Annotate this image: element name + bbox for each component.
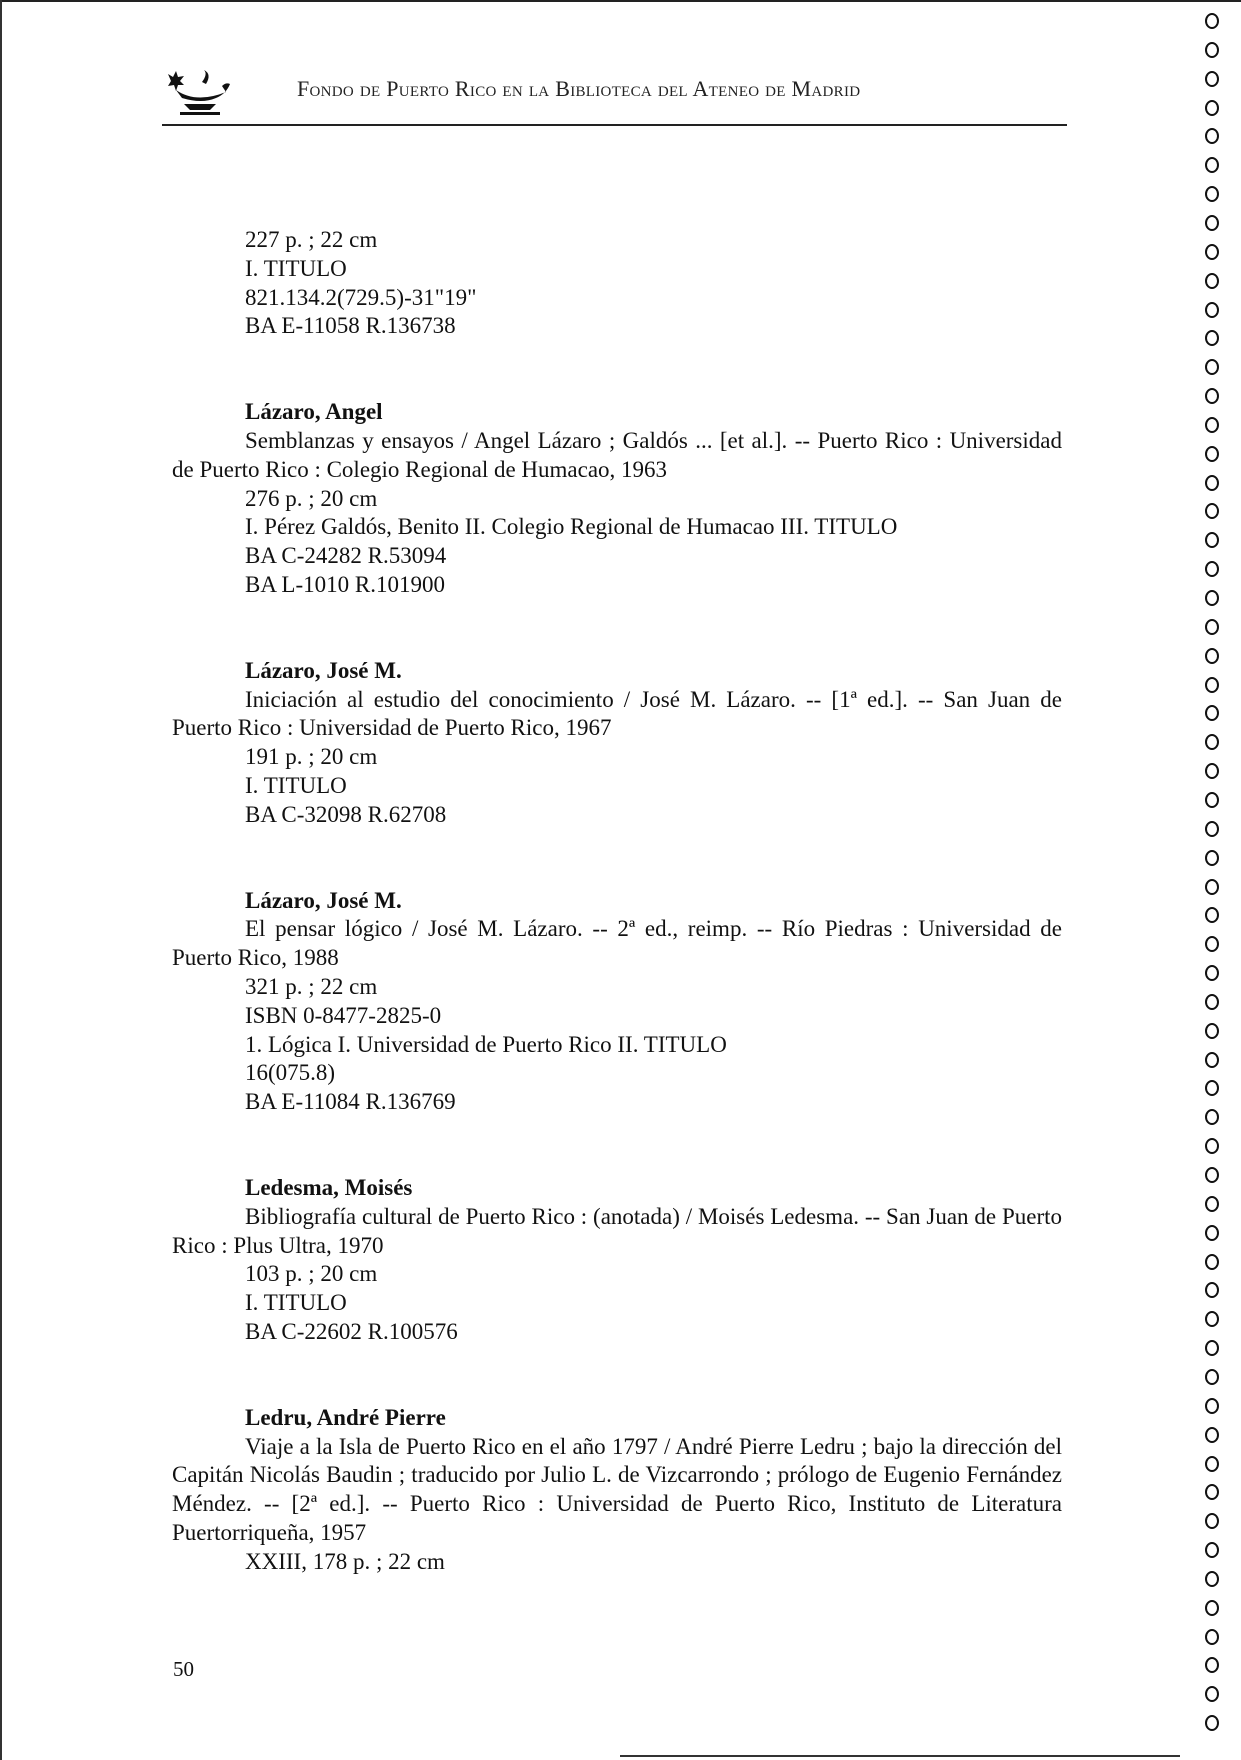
entry-detail-line: BA C-22602 R.100576 (245, 1318, 458, 1344)
binding-hole-icon (1205, 705, 1219, 721)
binding-hole-icon (1205, 186, 1219, 202)
entry-description: Semblanzas y ensayos / Angel Lázaro ; Galdós ... [et al.]. -- Puerto Rico : Universidad de Puerto Rico : Colegio Regional de Humacao, 1963 (172, 427, 1062, 482)
binding-hole-icon (1205, 388, 1219, 404)
catalog-entry (172, 887, 1062, 1117)
binding-hole-icon (1205, 273, 1219, 289)
entry-detail-line: BA E-11084 R.136769 (245, 1089, 456, 1115)
binding-hole-icon (1205, 1456, 1219, 1472)
catalog-entry (172, 657, 1062, 830)
binding-hole-icon (1205, 157, 1219, 173)
binding-hole-icon (1205, 417, 1219, 433)
binding-hole-icon (1205, 100, 1219, 116)
binding-hole-icon (1205, 475, 1219, 491)
binding-hole-icon (1205, 677, 1219, 693)
binding-hole-icon (1205, 1340, 1219, 1356)
binding-hole-icon (1205, 1196, 1219, 1212)
entry-detail-line: I. TITULO (245, 772, 347, 798)
entry-description: Iniciación al estudio del conocimiento / José M. Lázaro. -- [1ª ed.]. -- San Juan de Puerto Rico : Universidad de Puerto Rico, 1967 (172, 686, 1062, 741)
header-title: Fondo de Puerto Rico en la Biblioteca del Ateneo de Madrid (297, 76, 861, 101)
binding-hole-icon (1205, 302, 1219, 318)
entry-author: Ledru, André Pierre (245, 1404, 446, 1430)
binding-hole-icon (1205, 1225, 1219, 1241)
entry-detail-line: BA C-32098 R.62708 (245, 801, 447, 827)
binding-hole-icon (1205, 244, 1219, 260)
entry-author: Lázaro, Angel (245, 399, 383, 425)
entry-detail-line: 821.134.2(729.5)-31"19" (245, 284, 477, 310)
binding-hole-icon (1205, 907, 1219, 923)
catalog-entry (172, 398, 1062, 600)
ateneo-lamp-logo-icon (162, 68, 232, 116)
binding-hole-icon (1205, 13, 1219, 29)
binding-hole-icon (1205, 215, 1219, 231)
entry-detail-line: 276 p. ; 20 cm (245, 485, 378, 511)
binding-hole-icon (1205, 619, 1219, 635)
binding-hole-icon (1205, 532, 1219, 548)
binding-hole-icon (1205, 850, 1219, 866)
page-top-border (0, 0, 1241, 2)
binding-hole-icon (1205, 1484, 1219, 1500)
page-bottom-border (620, 1755, 1180, 1757)
binding-hole-icon (1205, 821, 1219, 837)
entry-detail-line: XXIII, 178 p. ; 22 cm (245, 1548, 445, 1574)
entry-description: Viaje a la Isla de Puerto Rico en el año 1797 / André Pierre Ledru ; bajo la dirección del Capitán Nicolás Baudin ; traducido por Julio L. de Vizcarrondo ; prólogo de Eugenio Fernández Méndez. -- [2ª ed.]. -- Puerto Rico : Universidad de Puerto Rico, Instituto de Literatura Puertorriqueña, 1957 (172, 1433, 1062, 1545)
entry-description: Bibliografía cultural de Puerto Rico : (anotada) / Moisés Ledesma. -- San Juan de Puerto Rico : Plus Ultra, 1970 (172, 1203, 1062, 1258)
binding-hole-icon (1205, 71, 1219, 87)
binding-hole-icon (1205, 1398, 1219, 1414)
spiral-binding-holes (1200, 6, 1228, 1756)
entry-detail-line: 227 p. ; 22 cm (245, 227, 378, 252)
entry-detail-line: 321 p. ; 22 cm (245, 973, 378, 999)
binding-hole-icon (1205, 561, 1219, 577)
binding-hole-icon (1205, 42, 1219, 58)
binding-hole-icon (1205, 1657, 1219, 1673)
binding-hole-icon (1205, 330, 1219, 346)
binding-hole-icon (1205, 1369, 1219, 1385)
page-left-border (0, 0, 2, 1760)
entry-detail-line: I. Pérez Galdós, Benito II. Colegio Regional de Humacao III. TITULO (245, 514, 898, 540)
entry-detail-line: 1. Lógica I. Universidad de Puerto Rico II. TITULO (245, 1031, 727, 1057)
entry-description: El pensar lógico / José M. Lázaro. -- 2ª ed., reimp. -- Río Piedras : Universidad de Puerto Rico, 1988 (172, 916, 1062, 971)
binding-hole-icon (1205, 1052, 1219, 1068)
entry-author: Ledesma, Moisés (245, 1174, 413, 1200)
binding-hole-icon (1205, 792, 1219, 808)
binding-hole-icon (1205, 446, 1219, 462)
binding-hole-icon (1205, 648, 1219, 664)
entry-detail-line: BA C-24282 R.53094 (245, 543, 447, 569)
catalog-entry (172, 226, 1062, 341)
entry-detail-line: I. TITULO (245, 1290, 347, 1316)
entry-detail-line: ISBN 0-8477-2825-0 (245, 1002, 442, 1028)
binding-hole-icon (1205, 1600, 1219, 1616)
binding-hole-icon (1205, 1167, 1219, 1183)
entry-detail-line: I. TITULO (245, 255, 347, 281)
catalog-entry (172, 1404, 1062, 1577)
entry-author: Lázaro, José M. (245, 887, 402, 913)
binding-hole-icon (1205, 1513, 1219, 1529)
binding-hole-icon (1205, 1686, 1219, 1702)
binding-hole-icon (1205, 936, 1219, 952)
entry-detail-line: 103 p. ; 20 cm (245, 1261, 378, 1287)
binding-hole-icon (1205, 1629, 1219, 1645)
binding-hole-icon (1205, 763, 1219, 779)
binding-hole-icon (1205, 359, 1219, 375)
binding-hole-icon (1205, 1254, 1219, 1270)
entry-detail-line: BA L-1010 R.101900 (245, 571, 445, 597)
binding-hole-icon (1205, 1715, 1219, 1731)
binding-hole-icon (1205, 503, 1219, 519)
page-number: 50 (173, 1657, 194, 1681)
catalog-entry (172, 1174, 1062, 1347)
binding-hole-icon (1205, 1138, 1219, 1154)
header-rule (162, 124, 1067, 126)
binding-hole-icon (1205, 965, 1219, 981)
entry-detail-line: 191 p. ; 20 cm (245, 744, 378, 770)
entry-author: Lázaro, José M. (245, 657, 402, 683)
binding-hole-icon (1205, 1109, 1219, 1125)
binding-hole-icon (1205, 1282, 1219, 1298)
binding-hole-icon (1205, 1542, 1219, 1558)
binding-hole-icon (1205, 1311, 1219, 1327)
binding-hole-icon (1205, 994, 1219, 1010)
binding-hole-icon (1205, 1080, 1219, 1096)
binding-hole-icon (1205, 128, 1219, 144)
entry-detail-line: BA E-11058 R.136738 (245, 313, 456, 339)
binding-hole-icon (1205, 879, 1219, 895)
catalog-entries (172, 226, 1062, 1633)
binding-hole-icon (1205, 1427, 1219, 1443)
binding-hole-icon (1205, 1571, 1219, 1587)
binding-hole-icon (1205, 1023, 1219, 1039)
binding-hole-icon (1205, 590, 1219, 606)
binding-hole-icon (1205, 734, 1219, 750)
entry-detail-line: 16(075.8) (245, 1060, 336, 1086)
page-header (162, 62, 1067, 128)
